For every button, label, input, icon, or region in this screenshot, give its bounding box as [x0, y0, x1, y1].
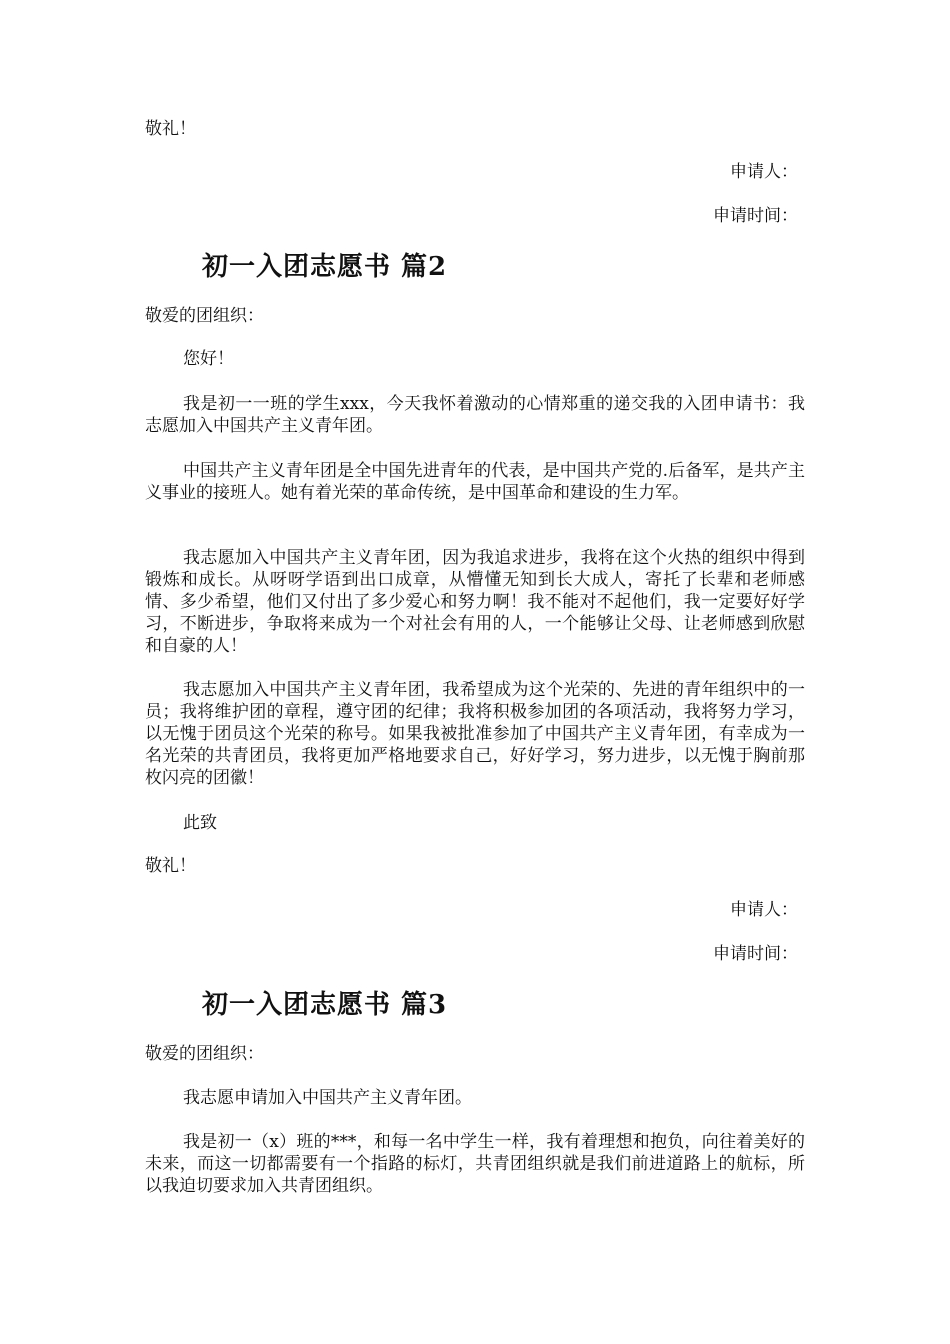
closing-salute: 敬礼！	[145, 856, 196, 876]
greeting: 您好！	[183, 349, 234, 369]
paragraph: 我是初一一班的学生xxx，今天我怀着激动的心情郑重的递交我的入团申请书：我志愿加入中国共产主义青年团。	[145, 394, 805, 436]
salutation: 敬爱的团组织：	[145, 1044, 264, 1064]
paragraph: 我是初一（x）班的***，和每一名中学生一样，我有着理想和抱负，向往着美好的未来，而这一切都需要有一个指路的标灯，共青团组织就是我们前进道路上的航标，所以我迫切要求加入共青团组织。	[145, 1132, 805, 1196]
applicant-signature: 申请人：	[730, 162, 798, 182]
paragraph: 中国共产主义青年团是全中国先进青年的代表，是中国共产党的.后备军，是共产主义事业的接班人。她有着光荣的革命传统，是中国革命和建设的生力军。	[145, 461, 805, 503]
closing-salute: 敬礼！	[145, 119, 196, 139]
section-heading: 初一入团志愿书 篇3	[202, 990, 448, 1020]
section-heading: 初一入团志愿书 篇2	[202, 252, 448, 282]
zhici-line: 此致	[183, 813, 217, 833]
paragraph: 我志愿加入中国共产主义青年团，因为我追求进步，我将在这个火热的组织中得到锻炼和成长。从呀呀学语到出口成章，从懵懂无知到长大成人，寄托了长辈和老师感情、多少希望，他们又付出了多少爱心和努力啊！我不能对不起他们，我一定要好好学习，不断进步，争取将来成为一个对社会有用的人，一个能够让父母、让老师感到欣慰和自豪的人！	[145, 548, 805, 656]
paragraph: 我志愿申请加入中国共产主义青年团。	[183, 1088, 472, 1108]
salutation: 敬爱的团组织：	[145, 306, 264, 326]
applicant-signature: 申请人：	[730, 900, 798, 920]
application-date: 申请时间：	[713, 944, 798, 964]
paragraph: 我志愿加入中国共产主义青年团，我希望成为这个光荣的、先进的青年组织中的一员；我将维护团的章程，遵守团的纪律；我将积极参加团的各项活动，我将努力学习，以无愧于团员这个光荣的称号。如果我被批准参加了中国共产主义青年团，有幸成为一名光荣的共青团员，我将更加严格地要求自己，好好学习，努力进步，以无愧于胸前那枚闪亮的团徽！	[145, 680, 805, 788]
application-date: 申请时间：	[713, 206, 798, 226]
